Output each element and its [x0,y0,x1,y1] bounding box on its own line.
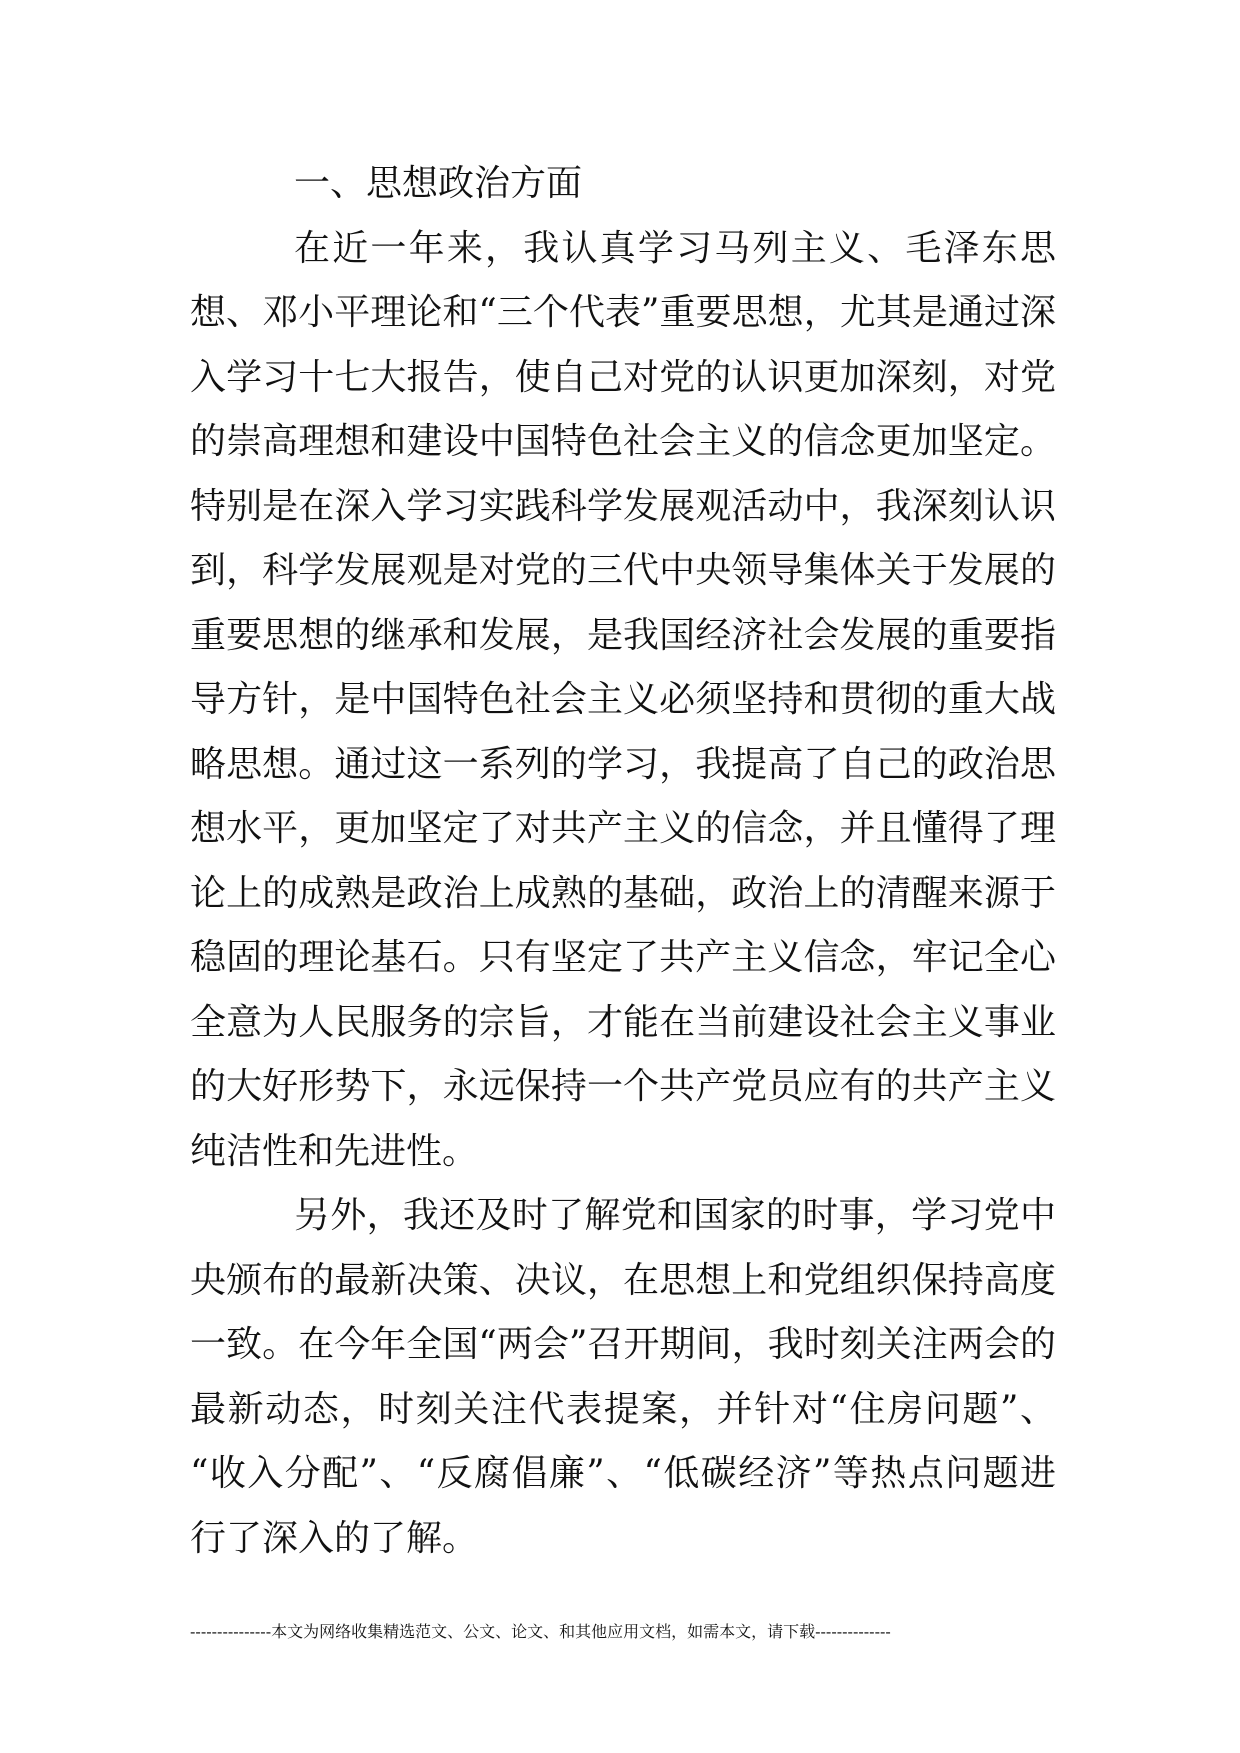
document-body [190,152,1056,1571]
footer-note: ---------------本文为网络收集精选范文、公文、论文、和其他应用文档，如需本文，请下载-------------- [190,1622,891,1641]
section-heading: 一、思想政治方面 [294,163,583,204]
paragraph-1: 在近一年来，我认真学习马列主义、毛泽东思想、邓小平理论和“三个代表”重要思想，尤其是通过深入学习十七大报告，使自己对党的认识更加深刻，对党的崇高理想和建设中国特色社会主义的信念更加坚定。特别是在深入学习实践科学发展观活动中，我深刻认识到，科学发展观是对党的三代中央领导集体关于发展的重要思想的继承和发展，是我国经济社会发展的重要指导方针，是中国特色社会主义必须坚持和贯彻的重大战略思想。通过这一系列的学习，我提高了自己的政治思想水平，更加坚定了对共产主义的信念，并且懂得了理论上的成熟是政治上成熟的基础，政治上的清醒来源于稳固的理论基石。只有坚定了共产主义信念，牢记全心全意为人民服务的宗旨，才能在当前建设社会主义事业的大好形势下，永远保持一个共产党员应有的共产主义纯洁性和先进性。 [190,227,1056,1172]
paragraph-2: 另外，我还及时了解党和国家的时事，学习党中央颁布的最新决策、决议，在思想上和党组织保持高度一致。在今年全国“两会”召开期间，我时刻关注两会的最新动态，时刻关注代表提案，并针对“住房问题”、 “收入分配”、“反腐倡廉”、“低碳经济”等热点问题进行了深入的了解。 [190,1195,1056,1559]
